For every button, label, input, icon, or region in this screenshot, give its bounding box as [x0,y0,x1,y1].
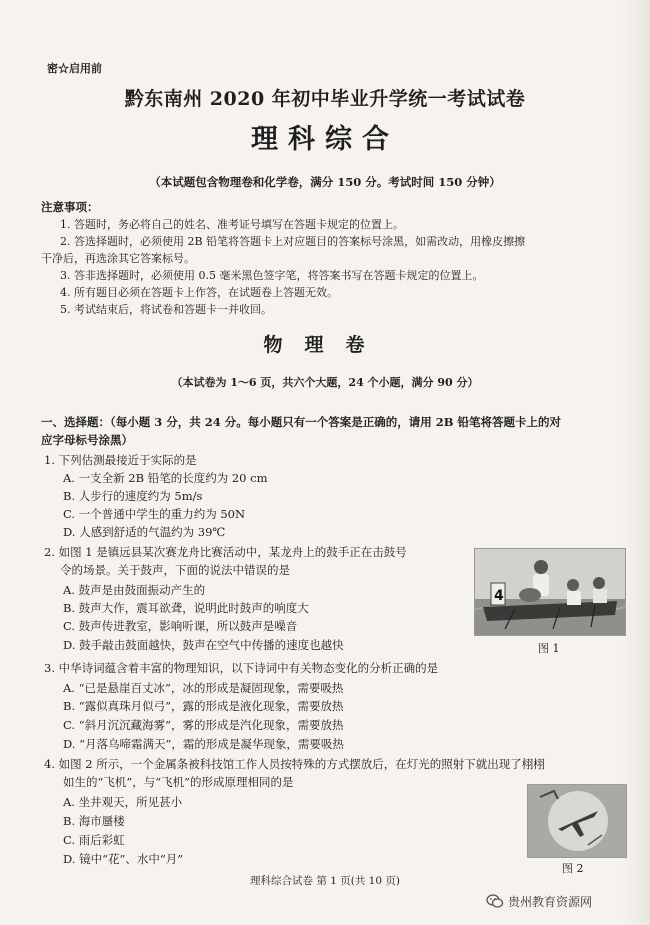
note-item: 4. 所有题目必须在答题卡上作答，在试题卷上答题无效。 [60,286,338,299]
exam-title: 黔东南州 2020 年初中毕业升学统一考试试卷 [124,88,526,110]
question-2-option-b: B. 鼓声大作，震耳欲聋，说明此时鼓声的响度大 [63,601,309,615]
question-2-stem: 2. 如图 1 是镇远县某次赛龙舟比赛活动中，某龙舟上的鼓手正在击鼓号 [44,545,407,559]
scan-edge-shadow [622,0,650,925]
figure-1-caption: 图 1 [538,642,560,655]
subject-title: 理科综合 [251,124,399,155]
notes-heading: 注意事项： [41,200,99,214]
question-2-option-c: C. 鼓声传进教室，影响听课，所以鼓声是噪音 [63,619,298,633]
question-2-stem-cont: 令的场景。关于鼓声，下面的说法中错误的是 [60,563,290,577]
question-4-option-d: D. 镜中“花”、水中“月” [63,852,184,866]
question-4-stem: 4. 如图 2 所示，一个金属条被科技馆工作人员按特殊的方式摆放后，在灯光的照射下就出现了栩栩 [44,757,545,771]
section-title: 物理卷 [263,334,387,356]
question-4-stem-cont: 如生的“飞机”，与“飞机”的形成原理相同的是 [63,775,294,789]
question-3-option-a: A. “已是悬崖百丈冰”，冰的形成是凝固现象，需要吸热 [63,681,344,695]
note-item: 2. 答选择题时，必须使用 2B 铅笔将答题卡上对应题目的答案标号涂黑，如需改动，用橡皮擦擦 [60,235,526,248]
question-3-stem: 3. 中华诗词蕴含着丰富的物理知识，以下诗词中有关物态变化的分析正确的是 [44,661,439,675]
question-1-option-d: D. 人感到舒适的气温约为 39℃ [63,525,226,539]
question-3-option-d: D. “月落乌啼霜满天”，霜的形成是凝华现象，需要吸热 [63,737,344,751]
question-2-option-d: D. 鼓手敲击鼓面越快，鼓声在空气中传播的速度也越快 [63,638,344,652]
figure-2-caption: 图 2 [562,862,584,875]
boat-number: 4 [494,588,504,604]
question-1-option-a: A. 一支全新 2B 铅笔的长度约为 20 cm [63,471,268,485]
note-item: 3. 答非选择题时，必须使用 0.5 毫米黑色签字笔，将答案书写在答题卡规定的位置上。 [60,269,484,282]
question-3-option-c: C. “斜月沉沉藏海雾”，雾的形成是汽化现象，需要放热 [63,718,344,732]
question-1-option-c: C. 一个普通中学生的重力约为 50N [63,507,246,521]
note-item: 1. 答题时，务必将自己的姓名、准考证号填写在答题卡规定的位置上。 [60,218,404,231]
airplane-shadow-photo [528,785,626,857]
question-3-option-b: B. “露似真珠月似弓”，露的形成是液化现象，需要放热 [63,699,344,713]
dragon-boat-photo [475,549,625,635]
secret-label: 密☆启用前 [47,62,102,75]
note-item: 干净后，再选涂其它答案标号。 [41,252,195,265]
figure-2-metal-airplane [527,784,627,858]
wechat-icon [486,892,504,910]
watermark [486,892,592,910]
note-item: 5. 考试结束后，将试卷和答题卡一并收回。 [60,303,272,316]
question-1-option-b: B. 人步行的速度约为 5m/s [63,489,203,503]
page-footer: 理科综合试卷 第 1 页(共 10 页) [250,875,400,887]
figure-1-dragon-boat [474,548,626,636]
question-4-option-a: A. 坐井观天，所见甚小 [63,795,183,809]
exam-description: （本试题包含物理卷和化学卷，满分 150 分。考试时间 150 分钟） [149,175,501,189]
watermark-text: 贵州教育资源网 [508,894,593,909]
question-1-stem: 1. 下列估测最接近于实际的是 [44,453,197,467]
question-4-option-b: B. 海市蜃楼 [63,814,125,828]
section-description: （本试卷为 1～6 页，共六个大题，24 个小题，满分 90 分） [171,376,479,389]
question-2-option-a: A. 鼓声是由鼓面振动产生的 [63,583,206,597]
question-4-option-c: C. 雨后彩虹 [63,833,125,847]
part1-instructions-cont: 应字母标号涂黑） [41,433,133,447]
part1-instructions: 一、选择题：（每小题 3 分，共 24 分。每小题只有一个答案是正确的，请用 2B 铅笔将答题卡上的对 [41,415,561,429]
